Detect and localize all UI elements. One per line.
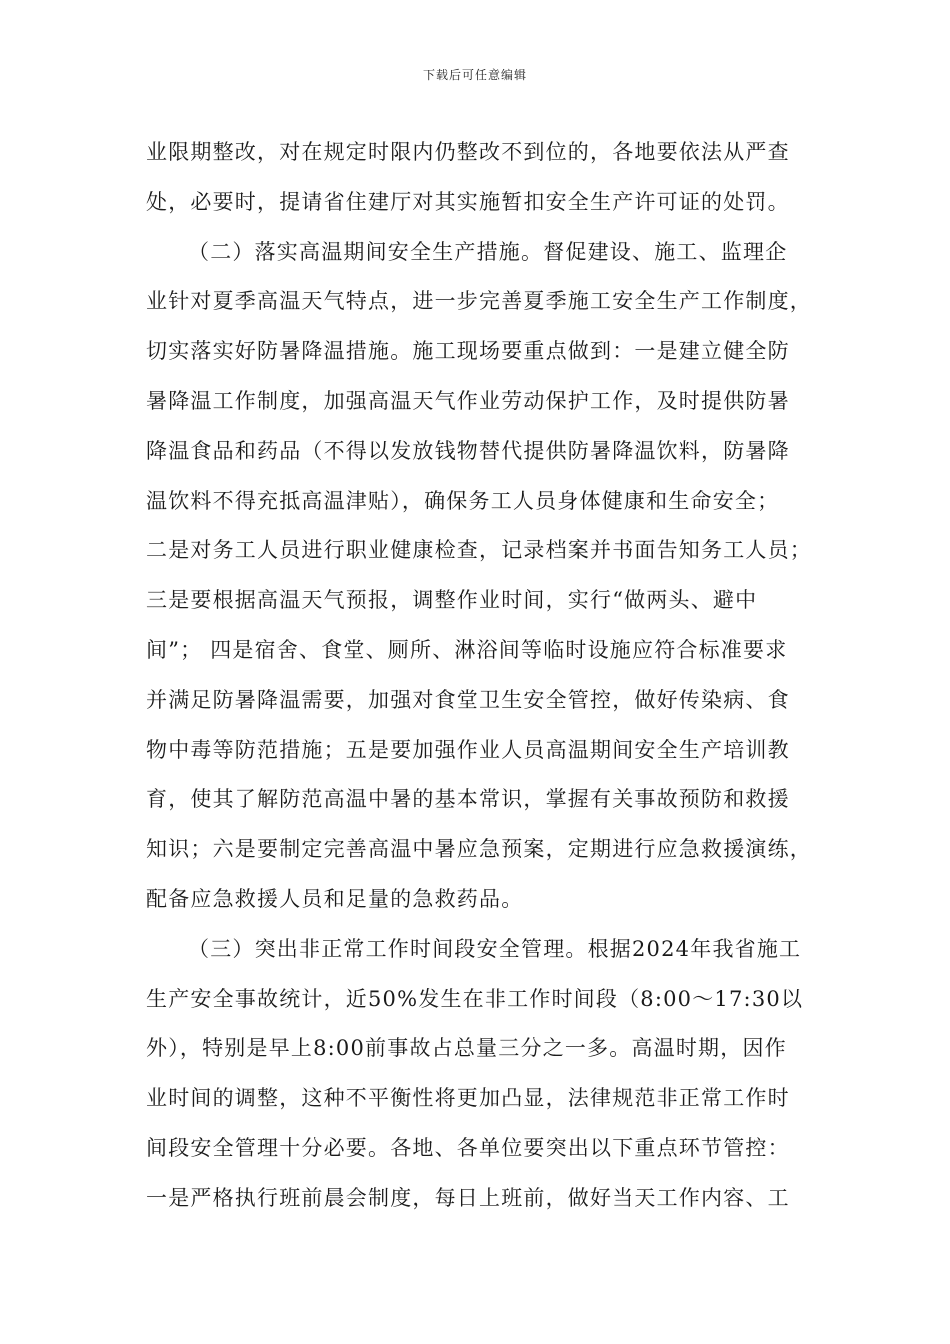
paragraph-line: 配备应急救援人员和足量的急救药品。: [146, 886, 524, 911]
paragraph-line: 并满足防暑降温需要，加强对食堂卫生安全管控，做好传染病、食: [146, 687, 790, 712]
paragraph-line: 育，使其了解防范高温中暑的基本常识，掌握有关事故预防和救援: [146, 787, 790, 812]
paragraph-line: 温饮料不得充抵高温津贴），确保务工人员身体健康和生命安全；: [146, 488, 780, 513]
paragraph-line: 业限期整改，对在规定时限内仍整改不到位的，各地要依法从严查: [146, 140, 790, 164]
paragraph-line: 间段安全管理十分必要。各地、各单位要突出以下重点环节管控：: [146, 1135, 790, 1160]
paragraph-line: 三是要根据高温天气预报，调整作业时间，实行“做两头、避中: [146, 588, 758, 613]
paragraph-line: 降温食品和药品（不得以发放钱物替代提供防暑降温饮料，防暑降: [146, 438, 790, 463]
paragraph-line: 暑降温工作制度，加强高温天气作业劳动保护工作，及时提供防暑: [146, 388, 790, 413]
paragraph-line: 业时间的调整，这种不平衡性将更加凸显，法律规范非正常工作时: [146, 1086, 790, 1111]
paragraph-line: 业针对夏季高温天气特点，进一步完善夏季施工安全生产工作制度，: [146, 289, 812, 314]
section-heading-line: （二）落实高温期间安全生产措施。督促建设、施工、监理企: [188, 239, 788, 264]
paragraph-line: 切实落实好防暑降温措施。施工现场要重点做到：一是建立健全防: [146, 339, 790, 364]
page-header: 下载后可任意编辑: [422, 68, 527, 82]
paragraph-line: 间”； 四是宿舍、食堂、厕所、淋浴间等临时设施应符合标准要求: [146, 637, 788, 662]
paragraph-line: 一是严格执行班前晨会制度，每日上班前，做好当天工作内容、工: [146, 1185, 790, 1210]
paragraph-line: 二是对务工人员进行职业健康检查，记录档案并书面告知务工人员；: [146, 538, 812, 563]
paragraph-line: 生产安全事故统计，近50%发生在非工作时间段（8:00～17:30以: [146, 986, 804, 1011]
document-body: [146, 128, 812, 1224]
paragraph-line: 知识；六是要制定完善高温中暑应急预案，定期进行应急救援演练，: [146, 837, 812, 862]
section-heading-line: （三）突出非正常工作时间段安全管理。根据2024年我省施工: [188, 936, 802, 961]
paragraph-line: 外），特别是早上8:00前事故占总量三分之一多。高温时期，因作: [146, 1036, 787, 1061]
paragraph-line: 处，必要时，提请省住建厅对其实施暂扣安全生产许可证的处罚。: [146, 189, 790, 214]
paragraph-line: 物中毒等防范措施；五是要加强作业人员高温期间安全生产培训教: [146, 737, 790, 762]
